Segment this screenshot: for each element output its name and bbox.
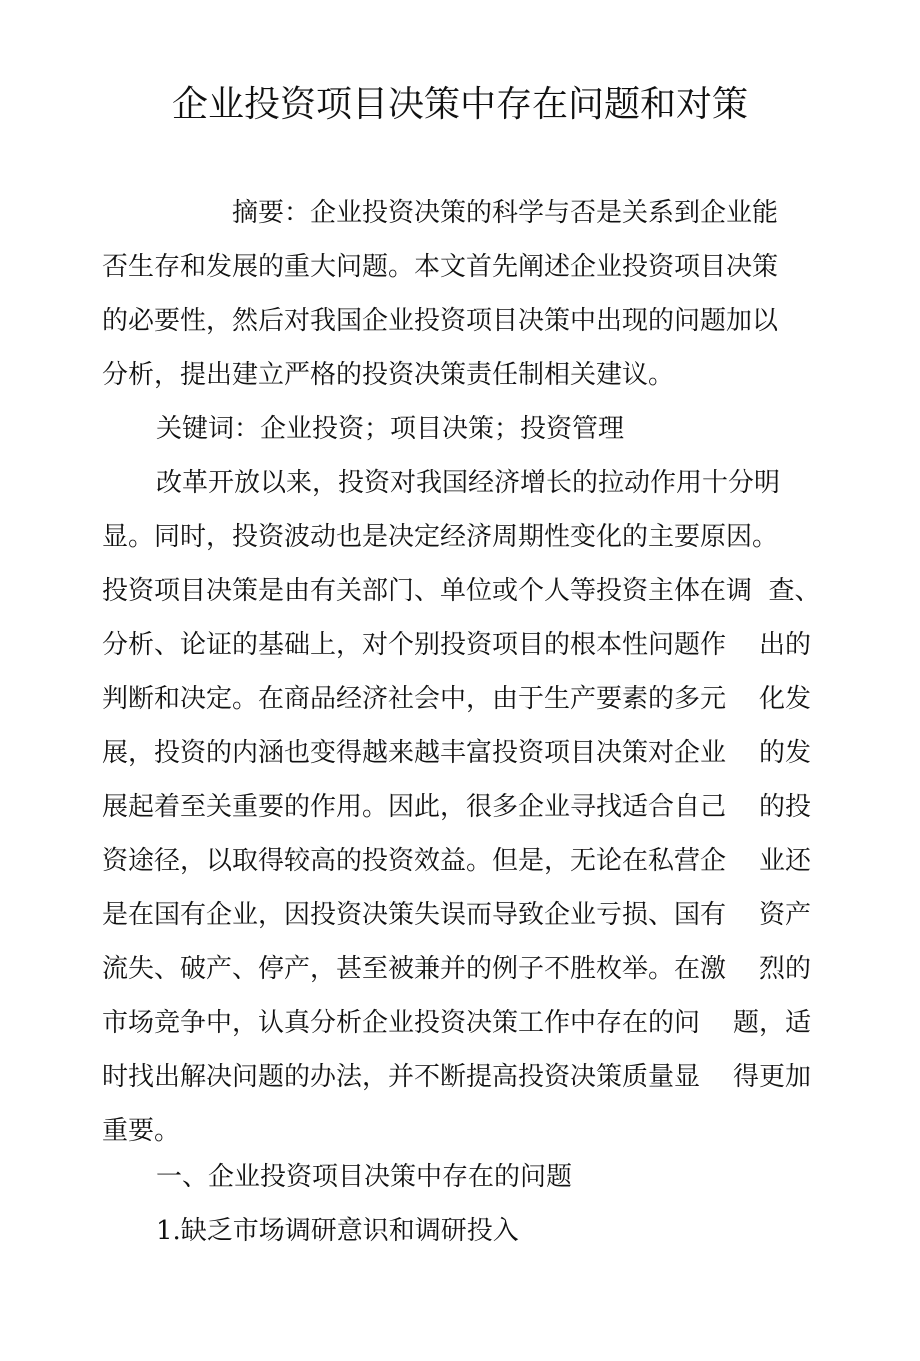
body-line: 流失、破产、停产，甚至被兼并的例子不胜枚举。在激 烈的 [102, 954, 812, 984]
body-line: 改革开放以来，投资对我国经济增长的拉动作用十分明 [156, 468, 781, 498]
body-line: 市场竞争中，认真分析企业投资决策工作中存在的问 题，适 [102, 1008, 812, 1038]
body-line: 是在国有企业，因投资决策失误而导致企业亏损、国有 资产 [102, 900, 812, 930]
body-line: 显。同时，投资波动也是决定经济周期性变化的主要原因。 [102, 522, 779, 552]
body-line: 分析、论证的基础上，对个别投资项目的根本性问题作 出的 [102, 630, 812, 660]
section-heading: 一、企业投资项目决策中存在的问题 [156, 1162, 573, 1192]
body-line: 展，投资的内涵也变得越来越丰富投资项目决策对企业 的发 [102, 738, 812, 768]
body-line: 展起着至关重要的作用。因此，很多企业寻找适合自己 的投 [102, 792, 812, 822]
abstract-block [102, 186, 822, 456]
body-line: 重要。 [102, 1116, 181, 1146]
body-line: 资途径，以取得较高的投资效益。但是，无论在私营企 业还 [102, 846, 812, 876]
body-line: 判断和决定。在商品经济社会中，由于生产要素的多元 化发 [102, 684, 812, 714]
abstract-line: 否生存和发展的重大问题。本文首先阐述企业投资项目决策 [102, 252, 779, 282]
body-paragraph [102, 456, 822, 1158]
subsection-heading: 1.缺乏市场调研意识和调研投入 [156, 1216, 519, 1246]
keywords-line: 关键词：企业投资；项目决策；投资管理 [156, 414, 625, 444]
body-line: 投资项目决策是由有关部门、单位或个人等投资主体在调 查、 [102, 576, 821, 606]
section-block [102, 1150, 822, 1258]
document-title: 企业投资项目决策中存在问题和对策 [171, 84, 748, 125]
abstract-line: 分析，提出建立严格的投资决策责任制相关建议。 [102, 360, 675, 390]
body-line: 时找出解决问题的办法，并不断提高投资决策质量显 得更加 [102, 1062, 812, 1092]
abstract-line: 的必要性，然后对我国企业投资项目决策中出现的问题加以 [102, 306, 779, 336]
abstract-line: 摘要：企业投资决策的科学与否是关系到企业能 [232, 198, 779, 228]
